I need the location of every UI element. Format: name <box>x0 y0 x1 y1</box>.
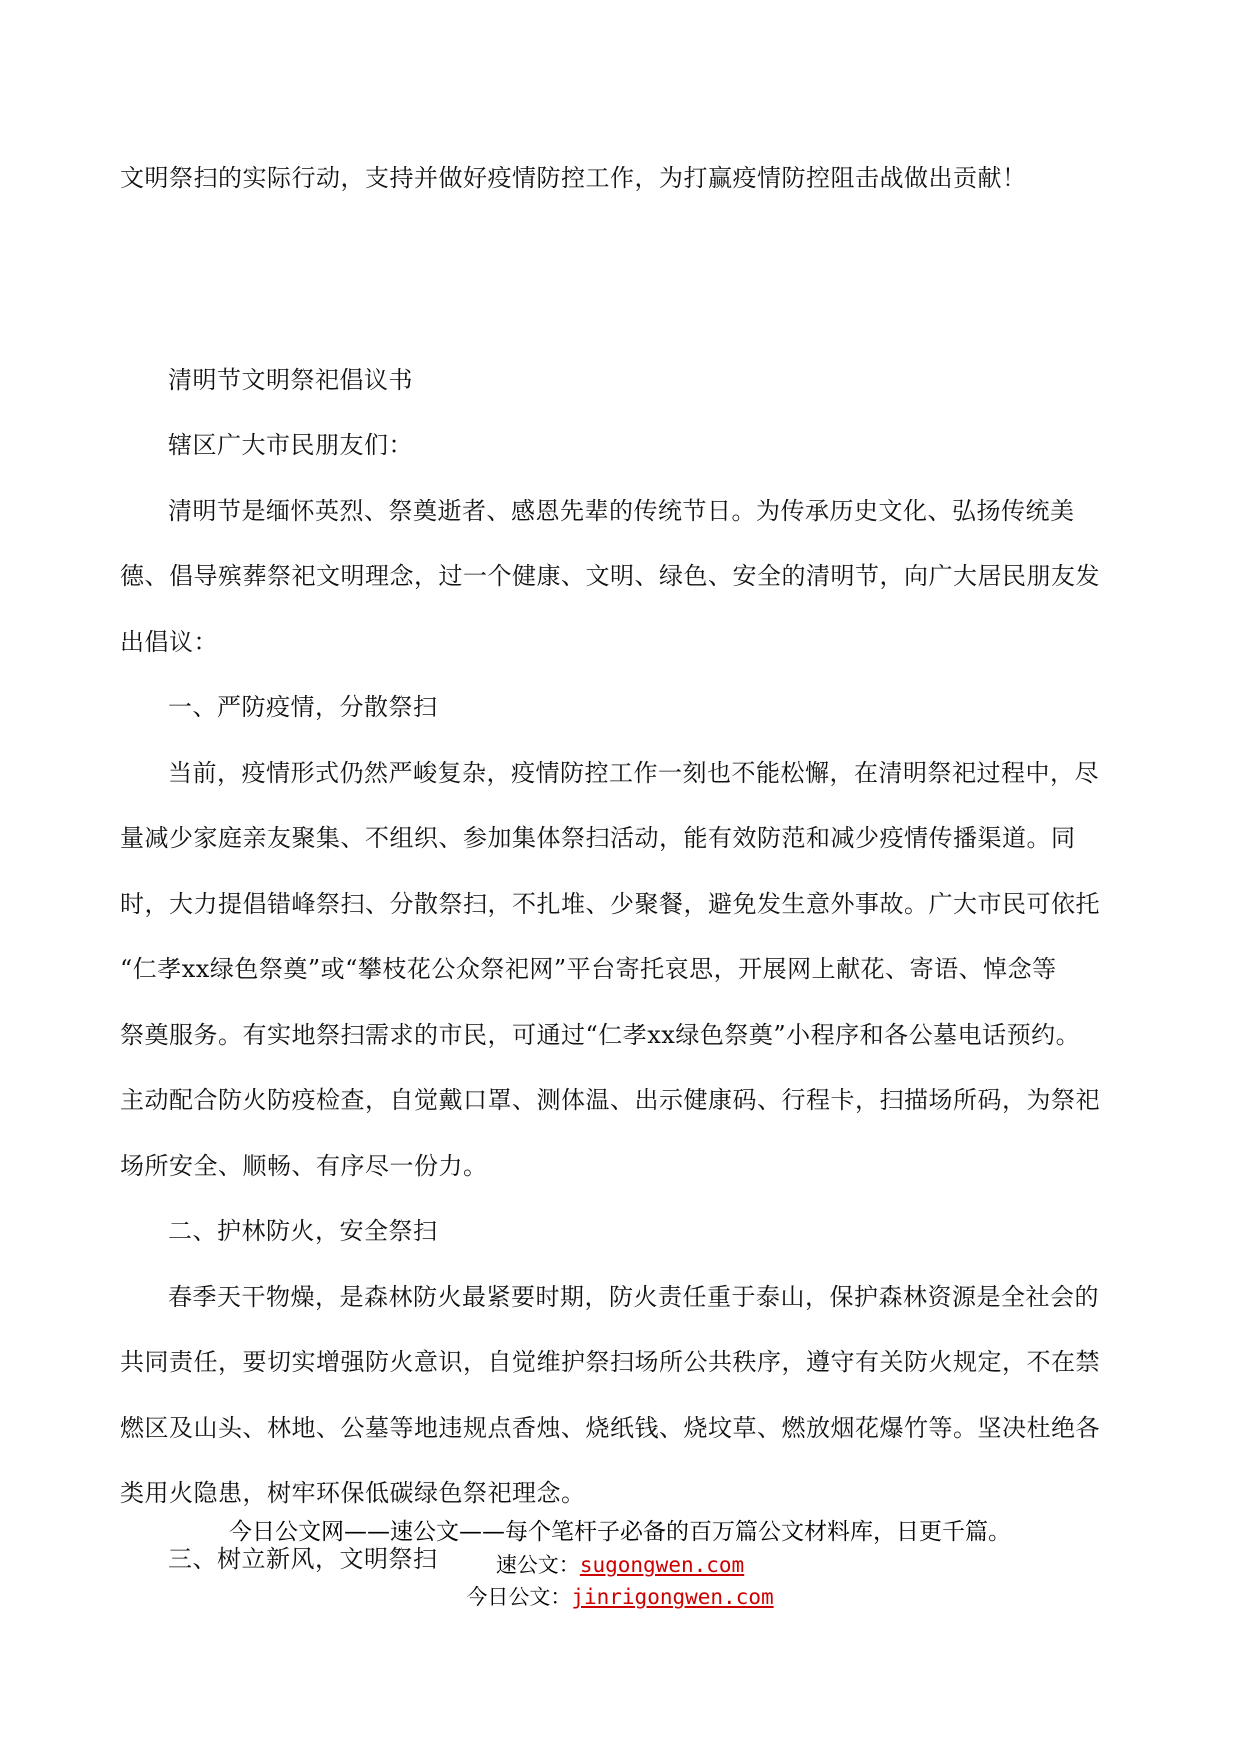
document-title: 清明节文明祭祀倡议书 <box>168 365 413 394</box>
intro-line: 清明节是缅怀英烈、祭奠逝者、感恩先辈的传统节日。为传承历史文化、弘扬传统美 <box>168 496 1075 525</box>
sugongwen-link[interactable]: sugongwen.com <box>579 1553 745 1577</box>
section1-line: 当前，疫情形式仍然严峻复杂，疫情防控工作一刻也不能松懈，在清明祭祀过程中，尽 <box>168 758 1099 787</box>
footer-link-row-1 <box>0 1549 1240 1581</box>
section-heading-2: 二、护林防火，安全祭扫 <box>168 1217 438 1245</box>
section-heading-1: 一、严防疫情，分散祭扫 <box>168 693 438 721</box>
section2-line: 春季天干物燥，是森林防火最紧要时期，防火责任重于泰山，保护森林资源是全社会的 <box>168 1282 1099 1311</box>
section-heading-3: 三、树立新风，文明祭扫 <box>168 1544 438 1573</box>
section1-line: 场所安全、顺畅、有序尽一份力。 <box>120 1151 488 1180</box>
intro-line: 德、倡导殡葬祭祀文明理念，过一个健康、文明、绿色、安全的清明节，向广大居民朋友发 <box>120 562 1100 590</box>
footer-slogan: 今日公文网——速公文——每个笔杆子必备的百万篇公文材料库，日更千篇。 <box>229 1519 1011 1545</box>
section-gap <box>120 212 1120 348</box>
continuation-line: 文明祭扫的实际行动，支持并做好疫情防控工作，为打赢疫情防控阻击战做出贡献！ <box>120 164 1027 192</box>
section2-line: 燃区及山头、林地、公墓等地违规点香烛、烧纸钱、烧坟草、燃放烟花爆竹等。坚决杜绝各 <box>120 1413 1100 1442</box>
page-footer <box>0 1515 1240 1613</box>
section1-line: 祭奠服务。有实地祭扫需求的市民，可通过“仁孝xx绿色祭奠”小程序和各公墓电话预约。 <box>120 1020 1081 1049</box>
section1-line: 量减少家庭亲友聚集、不组织、参加集体祭扫活动，能有效防范和减少疫情传播渠道。同 <box>120 824 1076 852</box>
section2-line: 共同责任，要切实增强防火意识，自觉维护祭扫场所公共秩序，遵守有关防火规定，不在禁 <box>120 1348 1100 1376</box>
intro-line: 出倡议： <box>120 627 218 656</box>
footer-link-label: 今日公文： <box>466 1585 572 1609</box>
section2-line: 类用火隐患，树牢环保低碳绿色祭祀理念。 <box>120 1479 586 1507</box>
section1-line: “仁孝xx绿色祭奠”或“攀枝花公众祭祀网”平台寄托哀思，开展网上献花、寄语、悼念等 <box>120 955 1057 983</box>
section1-line: 主动配合防火防疫检查，自觉戴口罩、测体温、出示健康码、行程卡，扫描场所码，为祭祀 <box>120 1086 1100 1114</box>
footer-link-row-2 <box>0 1581 1240 1613</box>
salutation: 辖区广大市民朋友们： <box>168 431 413 459</box>
jinrigongwen-link[interactable]: jinrigongwen.com <box>571 1585 774 1609</box>
section1-line: 时，大力提倡错峰祭扫、分散祭扫，不扎堆、少聚餐，避免发生意外事故。广大市民可依托 <box>120 889 1100 918</box>
document-body <box>120 146 1120 1592</box>
footer-link-label: 速公文： <box>495 1553 580 1577</box>
